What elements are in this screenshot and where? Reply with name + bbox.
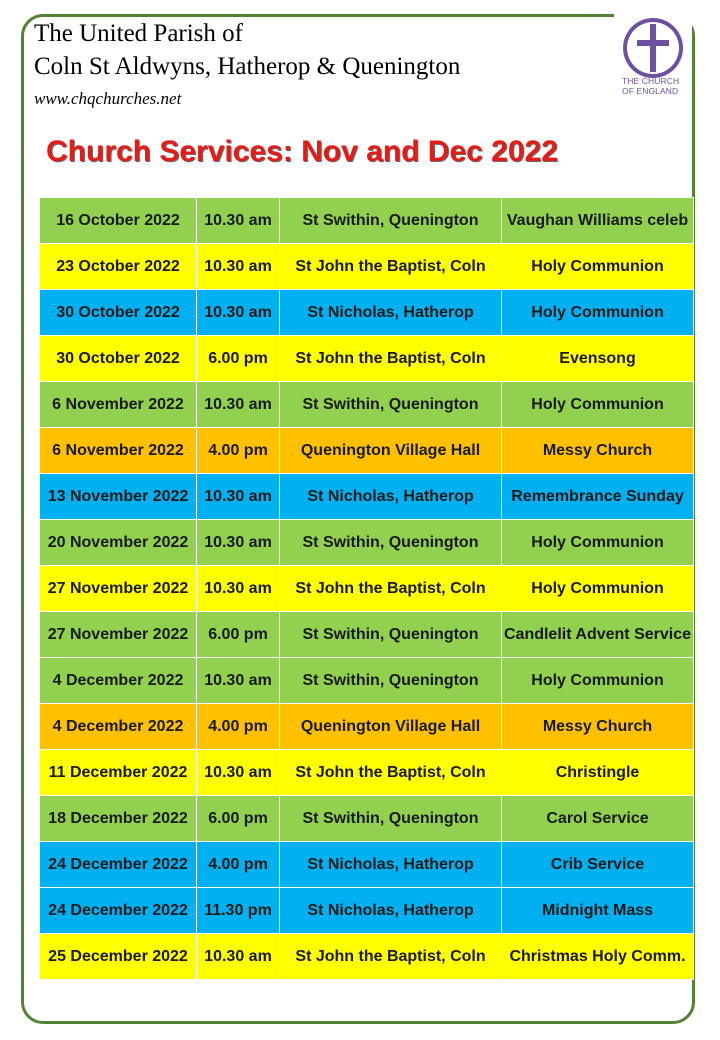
service-name-cell: Holy Communion <box>502 520 694 566</box>
service-date-cell: 4 December 2022 <box>40 704 197 750</box>
service-time-cell: 10.30 am <box>197 382 280 428</box>
service-row <box>40 612 694 658</box>
service-date-cell: 30 October 2022 <box>40 336 197 382</box>
parish-name-line2: Coln St Aldwyns, Hatherop & Quenington <box>34 53 461 80</box>
service-place-cell: St Nicholas, Hatherop <box>280 474 502 520</box>
service-row <box>40 336 694 382</box>
parish-name-line1: The United Parish of <box>34 20 243 47</box>
service-date-cell: 6 November 2022 <box>40 428 197 474</box>
service-date-cell: 4 December 2022 <box>40 658 197 704</box>
service-date-cell: 13 November 2022 <box>40 474 197 520</box>
service-time-cell: 10.30 am <box>197 750 280 796</box>
service-time-cell: 4.00 pm <box>197 428 280 474</box>
services-table <box>39 197 694 980</box>
service-date-cell: 16 October 2022 <box>40 198 197 244</box>
service-time-cell: 4.00 pm <box>197 704 280 750</box>
service-name-cell: Holy Communion <box>502 382 694 428</box>
service-place-cell: St Swithin, Quenington <box>280 382 502 428</box>
church-of-england-wordmark <box>622 76 692 96</box>
service-row <box>40 198 694 244</box>
service-name-cell: Vaughan Williams celeb <box>502 198 694 244</box>
service-time-cell: 10.30 am <box>197 244 280 290</box>
service-place-cell: St John the Baptist, Coln <box>280 566 502 612</box>
service-row <box>40 888 694 934</box>
service-date-cell: 18 December 2022 <box>40 796 197 842</box>
service-time-cell: 6.00 pm <box>197 612 280 658</box>
service-place-cell: St John the Baptist, Coln <box>280 336 502 382</box>
service-place-cell: St John the Baptist, Coln <box>280 750 502 796</box>
service-row <box>40 566 694 612</box>
service-time-cell: 10.30 am <box>197 474 280 520</box>
service-row <box>40 658 694 704</box>
service-place-cell: St Nicholas, Hatherop <box>280 842 502 888</box>
service-date-cell: 27 November 2022 <box>40 612 197 658</box>
page-title: Church Services: Nov and Dec 2022 <box>46 135 558 168</box>
service-time-cell: 11.30 pm <box>197 888 280 934</box>
service-time-cell: 10.30 am <box>197 520 280 566</box>
service-place-cell: St John the Baptist, Coln <box>280 934 502 980</box>
service-row <box>40 428 694 474</box>
service-name-cell: Holy Communion <box>502 566 694 612</box>
service-date-cell: 24 December 2022 <box>40 842 197 888</box>
service-date-cell: 25 December 2022 <box>40 934 197 980</box>
service-name-cell: Holy Communion <box>502 290 694 336</box>
service-date-cell: 20 November 2022 <box>40 520 197 566</box>
service-place-cell: Quenington Village Hall <box>280 428 502 474</box>
logo-text-line2: OF ENGLAND <box>622 86 679 96</box>
service-place-cell: St John the Baptist, Coln <box>280 244 502 290</box>
service-time-cell: 10.30 am <box>197 566 280 612</box>
service-name-cell: Remembrance Sunday <box>502 474 694 520</box>
service-row <box>40 704 694 750</box>
service-place-cell: St Swithin, Quenington <box>280 520 502 566</box>
service-name-cell: Messy Church <box>502 428 694 474</box>
service-row <box>40 934 694 980</box>
service-time-cell: 6.00 pm <box>197 796 280 842</box>
service-name-cell: Messy Church <box>502 704 694 750</box>
service-row <box>40 842 694 888</box>
service-name-cell: Christmas Holy Comm. <box>502 934 694 980</box>
service-row <box>40 290 694 336</box>
service-place-cell: St Nicholas, Hatherop <box>280 888 502 934</box>
service-time-cell: 4.00 pm <box>197 842 280 888</box>
service-name-cell: Midnight Mass <box>502 888 694 934</box>
service-place-cell: St Swithin, Quenington <box>280 796 502 842</box>
service-time-cell: 6.00 pm <box>197 336 280 382</box>
service-date-cell: 27 November 2022 <box>40 566 197 612</box>
church-of-england-cross-icon <box>620 16 686 78</box>
service-name-cell: Christingle <box>502 750 694 796</box>
service-row <box>40 244 694 290</box>
service-place-cell: St Swithin, Quenington <box>280 612 502 658</box>
service-date-cell: 30 October 2022 <box>40 290 197 336</box>
service-date-cell: 11 December 2022 <box>40 750 197 796</box>
services-table-body <box>40 198 694 980</box>
service-name-cell: Carol Service <box>502 796 694 842</box>
service-row <box>40 796 694 842</box>
service-place-cell: Quenington Village Hall <box>280 704 502 750</box>
service-time-cell: 10.30 am <box>197 290 280 336</box>
service-date-cell: 23 October 2022 <box>40 244 197 290</box>
service-name-cell: Candlelit Advent Service <box>502 612 694 658</box>
service-time-cell: 10.30 am <box>197 198 280 244</box>
service-time-cell: 10.30 am <box>197 934 280 980</box>
service-row <box>40 520 694 566</box>
website-link[interactable]: www.chqchurches.net <box>34 89 182 108</box>
church-of-england-logo <box>614 14 692 98</box>
service-place-cell: St Swithin, Quenington <box>280 198 502 244</box>
service-place-cell: St Swithin, Quenington <box>280 658 502 704</box>
logo-text-line1: THE CHURCH <box>622 76 680 86</box>
service-name-cell: Holy Communion <box>502 244 694 290</box>
parish-name <box>34 17 460 83</box>
service-date-cell: 6 November 2022 <box>40 382 197 428</box>
service-name-cell: Holy Communion <box>502 658 694 704</box>
service-name-cell: Crib Service <box>502 842 694 888</box>
service-place-cell: St Nicholas, Hatherop <box>280 290 502 336</box>
service-date-cell: 24 December 2022 <box>40 888 197 934</box>
service-row <box>40 474 694 520</box>
service-name-cell: Evensong <box>502 336 694 382</box>
service-time-cell: 10.30 am <box>197 658 280 704</box>
service-row <box>40 382 694 428</box>
service-row <box>40 750 694 796</box>
